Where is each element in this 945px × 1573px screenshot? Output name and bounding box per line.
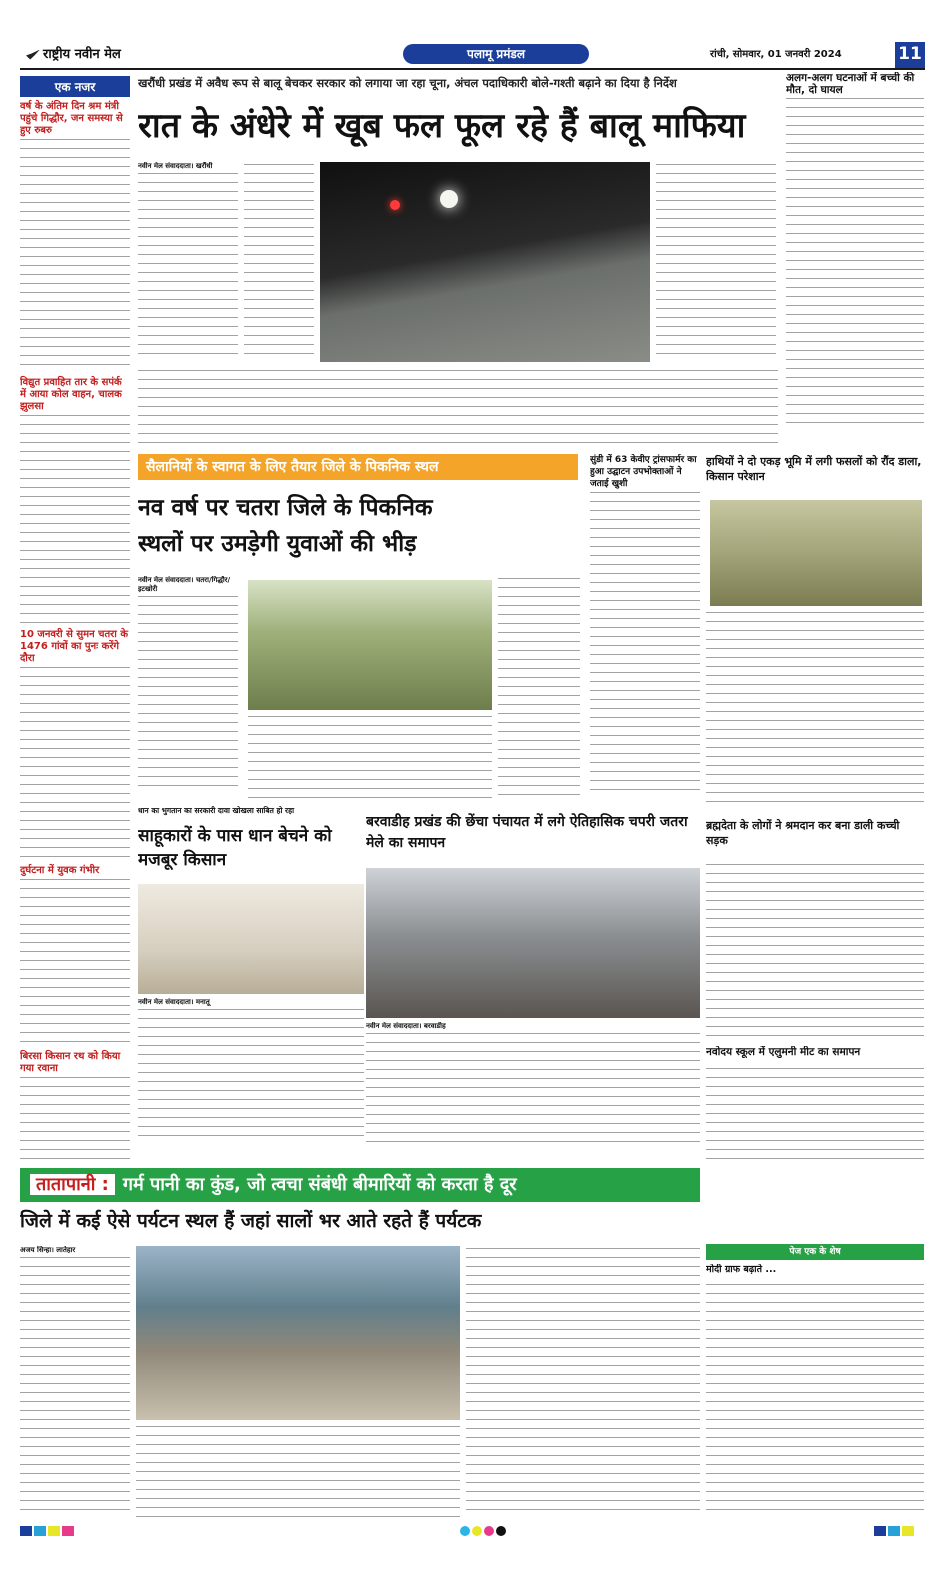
picnic-body-col2: [248, 714, 492, 800]
fair-byline: नवीन मेल संवाददाता। बरवाडीह: [366, 1022, 446, 1030]
picnic-banner: सैलानियों के स्वागत के लिए तैयार जिले के पिकनिक स्थल: [138, 454, 578, 480]
alumni-body: [706, 1066, 924, 1162]
brand-name: राष्ट्रीय नवीन मेल: [43, 47, 121, 62]
right-top-head: अलग-अलग घटनाओं में बच्ची की मौत, दो घायल: [786, 72, 915, 96]
paddy-strap: धान का भुगतान का सरकारी दावा खोखला साबित हो रहा: [138, 806, 295, 815]
section-title: पलामू प्रमंडल: [403, 44, 589, 64]
tatapani-photo: [136, 1246, 460, 1420]
tatapani-body-col3: [466, 1246, 700, 1518]
page-end-label: पेज एक के शेष: [706, 1244, 924, 1260]
tatapani-body-col2: [136, 1424, 460, 1518]
tatapani-banner-text: गर्म पानी का कुंड, जो त्वचा संबंधी बीमारियों को करता है दूर: [122, 1174, 517, 1195]
paddy-byline: नवीन मेल संवाददाता। मनातू: [138, 998, 210, 1006]
tatapani-headline: जिले में कई ऐसे पर्यटन स्थल हैं जहां सालों भर आते रहते हैं पर्यटक: [20, 1210, 482, 1232]
lead-body-col3: [656, 162, 776, 362]
bird-icon: [26, 50, 40, 60]
picnic-body-col1: [138, 576, 238, 800]
transformer-head: सुंडी में 63 केवीए ट्रांसफार्मर का हुआ उद्घाटन उपभोक्ताओं ने जताई खुशी: [590, 455, 697, 489]
right-top-story: [786, 72, 924, 442]
lead-photo-sand-mafia: [320, 162, 650, 362]
elephant-head: हाथियों ने दो एकड़ भूमि में लगी फसलों को रौंद डाला, किसान परेशान: [706, 455, 922, 483]
tatapani-body-col1: [20, 1246, 130, 1516]
fair-headline: बरवाडीह प्रखंड की छेंचा पंचायत में लगे ऐतिहासिक चपरी जतरा मेले का समापन: [366, 814, 688, 851]
brief-head-2: विद्युत प्रवाहित तार के सपंर्क में आया कोल वाहन, चालक झुलसा: [20, 377, 122, 412]
page-number: 11: [895, 42, 925, 70]
fair-body: [366, 1022, 700, 1148]
tatapani-banner: [20, 1168, 700, 1202]
transformer-story: [590, 454, 700, 800]
lead-byline: नवीन मेल संवाददाता। खरौंधी: [138, 162, 213, 170]
lead-body-col1: [138, 162, 238, 362]
lead-kicker: खरौंधी प्रखंड में अवैध रूप से बालू बेचकर सरकार को लगाया जा रहा चूना, अंचल पदाधिकारी बोले-गश्ती बढ़ाने का दिया है निर्देश: [138, 76, 677, 90]
lead-body-bottom: [138, 368, 778, 448]
ek-nazar-label: एक नजर: [20, 76, 130, 97]
brief-head-3: 10 जनवरी से सुमन चतरा के 1476 गांवों का पुनः करेंगे दौरा: [20, 629, 128, 664]
brief-head-4: दुर्घटना में युवक गंभीर: [20, 865, 100, 876]
paddy-body: [138, 998, 364, 1148]
tatapani-byline: अजय सिन्हा। लातेहार: [20, 1246, 76, 1254]
paddy-headline: साहूकारों के पास धान बेचने को मजबूर किसान: [138, 826, 332, 870]
page-end-body: [706, 1282, 924, 1518]
alumni-head: नवोदय स्कूल में एलुमनी मीट का समापन: [706, 1046, 861, 1058]
tatapani-label: तातापानी :: [30, 1174, 115, 1195]
page-end-head: मोदी ग्राफ बढ़ाते ...: [706, 1264, 777, 1275]
lead-headline: रात के अंधेरे में खूब फल फूल रहे हैं बालू माफिया: [138, 106, 746, 146]
picnic-photo: [248, 580, 492, 710]
elephant-photo: [710, 500, 922, 606]
picnic-headline: नव वर्ष पर चतरा जिले के पिकनिक स्थलों पर उमड़ेगी युवाओं की भीड़: [138, 494, 433, 557]
brief-head-5: बिरसा किसान रथ को किया गया रवाना: [20, 1051, 121, 1074]
brief-head-1: वर्ष के अंतिम दिन श्रम मंत्री पहुंचे गिद्धौर, जन समस्या से हुए रुबरु: [20, 101, 123, 136]
road-head: ब्रह्मदेता के लोगों ने श्रमदान कर बना डाली कच्ची सड़क: [706, 819, 900, 847]
fair-photo: [366, 868, 700, 1018]
color-registration-strip: [20, 1526, 925, 1538]
brand-logo: [26, 44, 121, 62]
road-body: [706, 862, 924, 1042]
picnic-byline: नवीन मेल संवाददाता। चतरा/गिद्धौर/इटखोरी: [138, 576, 231, 593]
lead-body-col2: [244, 162, 314, 362]
elephant-body: [706, 610, 924, 810]
paddy-photo: [138, 884, 364, 994]
left-column: [20, 76, 130, 1166]
picnic-body-col3: [498, 576, 580, 800]
dateline: रांची, सोमवार, 01 जनवरी 2024: [710, 49, 842, 60]
masthead: [20, 42, 925, 70]
